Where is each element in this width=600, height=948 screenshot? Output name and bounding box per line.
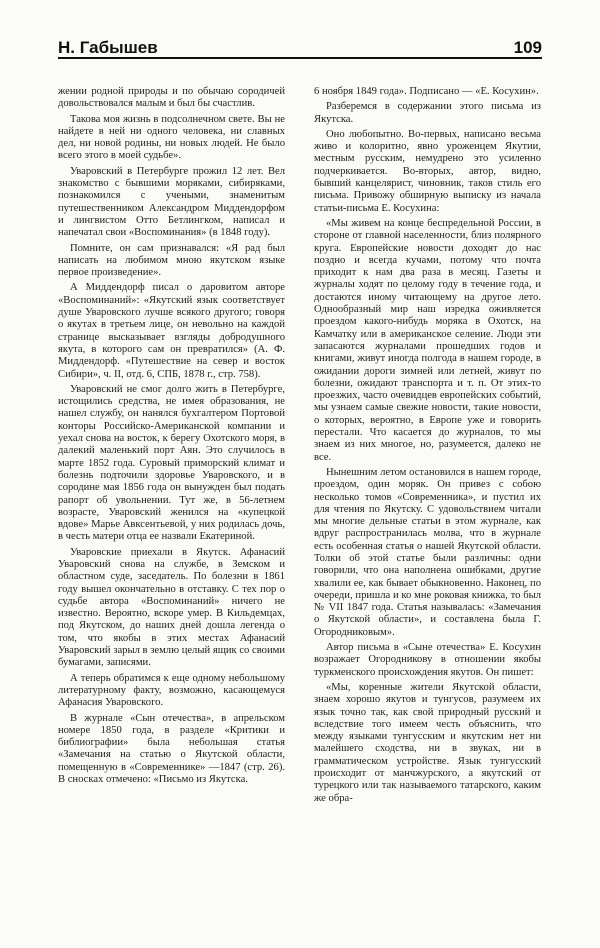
paragraph: Разберемся в содержании этого письма из Якутска. (314, 101, 541, 125)
paragraph: В журнале «Сын отечества», в апрельском номере 1850 года, в разделе «Критики и библиографии» была небольшая статья «Замечания на статью о Якутской области, помещенную в «Современнике» —1847 (стр. 26). В сносках отмечено: «Письмо из Якутска. (58, 712, 285, 786)
paragraph: 6 ноября 1849 года». Подписано — «Е. Косухин». (314, 86, 539, 97)
paragraph: Уваровский не смог долго жить в Петербурге, истощились средства, не имея образования, не нашел службу, он нанялся бухгалтером Портовой конторы Российско-Американской компании и уехал снова на восток, к берегу Охотского моря, в далекий маленький порт Аян. Это случилось в марте 1852 года. Суровый приморский климат и болезнь подточили здоровье Уваровского, и в сородине мая 1856 года он вынужден был подать рапорт об увольнении. Тут же, в 56-летнем возрасте, Уваровский женился на «купецкой вдове» Марье Авксентьевой, у них родилась дочь, в честь матери отца ее назвали Екатериной. (58, 383, 285, 543)
running-header (58, 28, 542, 58)
paragraph: «Мы, коренные жители Якутской области, знаем хорошо якутов и тунгусов, разумеем их язык точно так, как свой природный русский и вследствие того имеем честь объяснить, что между языками тунгусским и якутским нет ни малейшего сходства, ни в звуках, ни в грамматическом устройстве. Язык тунгусский происходит от манчжурского, а якутский от турецкого или так называемого татарского, каким же обра- (314, 681, 541, 804)
paragraph: А Миддендорф писал о даровитом авторе «Воспоминаний»: «Якутский язык соответствует душе Уваровского лучше всякого другого; говоря о якутах в третьем лице, он невольно на каждой странице высказывает взгляды добродушного якута, в которого сам он превратился» (А. Ф. Миддендорф. «Путешествие на север и восток Сибири», ч. II, отд. 6, СПБ, 1878 г., стр. 758). (58, 282, 285, 380)
paragraph: «Мы живем на конце беспредельной России, в стороне от главной населенности, близ полярного круга. Европейские новости доходят до нас поздно и всегда кучами, потому что почта приходит к нам два раза в месяц. Газеты и журналы ходят по целому году в течение года, и достаются иному читающему на другое лето. Однообразный мир наш изредка оживляется проездом какого-нибудь моряка в Охотск, на Камчатку или в американское селение. Люди эти запасаются журналами прошедших годов и книгами, живут иногда полгода в нашем городе, в ожидании дороги зимней или летней, живут по болезни, ожидают транспорта и т. п. От этих-то проезжих, часто очевидцев европейских событий, мы узнаем самые свежие новости, такие новости, о которых, вероятно, в Европе уже и говорить перестали. Что касается до журналов, то мы знаем из них многое, но, разумеется, далеко не все. (314, 217, 541, 463)
right-column (314, 86, 541, 808)
paragraph: Уваровские приехали в Якутск. Афанасий Уваровский снова на службе, в Земском и областном суде, заседатель. По болезни в 1861 году вышел окончательно в отставку. С тех пор о судьбе автора «Воспоминаний» ничего не известно. Вероятно, вскоре умер. В Кильдемцах, под Якутском, до наших дней дошла легенда о том, что якобы в этих местах Афанасий Уваровский зарыл в землю целый ящик со своими бумагами, записями. (58, 546, 285, 669)
author-name: Н. Габышев (58, 38, 158, 57)
left-column (58, 86, 285, 789)
paragraph: Нынешним летом остановился в нашем городе, проездом, один моряк. Он привез с собою несколько томов «Современника», и пустил их для чтения по Якутску. С удовольствием читали мы многие дельные статьи в этом журнале, как вдруг распространилась молва, что в журнале есть особенная статья о нашей Якутской области. Толки об этой статье были различны: одни говорили, что она наполнена ошибками, другие хвалили ее, как бывает обыкновенно. Наконец, по очереди, пришла и ко мне роковая книжка, то был № VII 1847 года. Статья называлась: «Замечания о Якутской области», и составлена была Г. Огородниковым». (314, 466, 541, 638)
paragraph: Уваровский в Петербурге прожил 12 лет. Вел знакомство с бывшими моряками, сибиряками, познакомился с учеными, знаменитым путешественником Александром Миддендорфом и лингвистом Отто Бетлингком, написал и напечатал свои «Воспоминания» (в 1848 году). (58, 165, 285, 239)
paragraph: А теперь обратимся к еще одному небольшому литературному факту, возможно, касающемуся Афанасия Уваровского. (58, 672, 285, 709)
paragraph: Автор письма в «Сыне отечества» Е. Косухин возражает Огородникову в отношении якобы туркменского происхождения якутов. Он пишет: (314, 642, 541, 678)
paragraph: жении родной природы и по обычаю сородичей довольствовался малым и был бы счастлив. (58, 86, 285, 110)
paragraph: Оно любопытно. Во-первых, написано весьма живо и колоритно, явно уроженцем Якутии, местным русским, немудрено это усиленно подчеркивается. Во-вторых, автор, видно, бывший канцелярист, чиновник, таков стиль его письма. Привожу обширную выписку из начала статьи-письма Е. Косухина: (314, 128, 541, 214)
page-number: 109 (513, 38, 542, 57)
paragraph: Помните, он сам признавался: «Я рад был написать на любимом мною якутском языке первое произведение». (58, 242, 285, 279)
paragraph: Такова моя жизнь в подсолнечном свете. Вы не найдете в ней ни одного человека, ни славных дел, ни новой родины, ни новых людей. Не было всего этого в моей судьбе». (58, 113, 285, 162)
header-rule (58, 57, 542, 59)
